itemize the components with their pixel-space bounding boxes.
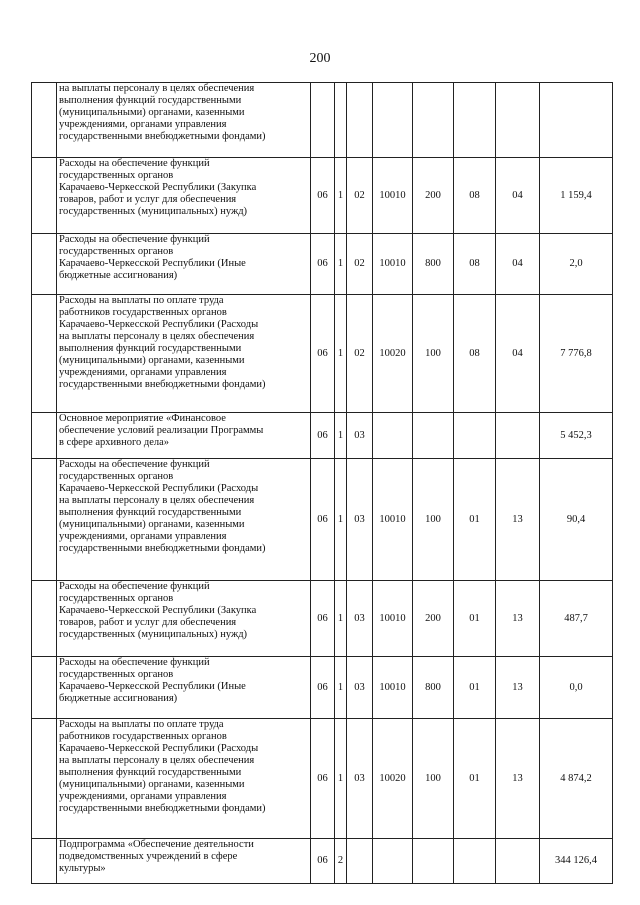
indent-cell — [32, 234, 57, 295]
code-cell: 100 — [413, 459, 454, 581]
row-description: Расходы на выплаты по оплате труда работников государственных органов Карачаево-Черкесской Республики (Расходы на выплаты персоналу в целях обеспечения выполнения функций государственными (муниципальными) органами, казенными учреждениями, органами управления государственными внебюджетными фондами) — [57, 719, 311, 839]
code-cell: 200 — [413, 581, 454, 657]
amount-cell: 487,7 — [540, 581, 613, 657]
row-description: Подпрограмма «Обеспечение деятельности подведомственных учреждений в сфере культуры» — [57, 839, 311, 884]
indent-cell — [32, 413, 57, 459]
code-cell: 1 — [335, 158, 347, 234]
code-cell — [454, 839, 496, 884]
code-cell: 06 — [311, 234, 335, 295]
code-cell: 08 — [454, 158, 496, 234]
code-cell: 08 — [454, 295, 496, 413]
code-cell — [413, 839, 454, 884]
code-cell — [454, 413, 496, 459]
indent-cell — [32, 459, 57, 581]
table-row — [32, 657, 613, 719]
amount-cell: 7 776,8 — [540, 295, 613, 413]
code-cell — [496, 83, 540, 158]
code-cell: 13 — [496, 459, 540, 581]
amount-cell — [540, 83, 613, 158]
indent-cell — [32, 657, 57, 719]
code-cell: 800 — [413, 657, 454, 719]
table-row — [32, 234, 613, 295]
amount-cell: 2,0 — [540, 234, 613, 295]
row-description: Расходы на обеспечение функций государственных органов Карачаево-Черкесской Республики (Расходы на выплаты персоналу в целях обеспечения выполнения функций государственными (муниципальными) органами, казенными учреждениями, органами управления государственными внебюджетными фондами) — [57, 459, 311, 581]
code-cell: 06 — [311, 839, 335, 884]
code-cell: 1 — [335, 719, 347, 839]
code-cell: 02 — [347, 295, 373, 413]
code-cell: 13 — [496, 719, 540, 839]
code-cell: 01 — [454, 459, 496, 581]
code-cell: 10010 — [373, 234, 413, 295]
code-cell: 2 — [335, 839, 347, 884]
code-cell: 02 — [347, 158, 373, 234]
code-cell: 1 — [335, 295, 347, 413]
code-cell: 01 — [454, 719, 496, 839]
row-description: на выплаты персоналу в целях обеспечения выполнения функций государственными (муниципальными) органами, казенными учреждениями, органами управления государственными внебюджетными фондами) — [57, 83, 311, 158]
code-cell — [347, 83, 373, 158]
table-row — [32, 158, 613, 234]
code-cell: 06 — [311, 459, 335, 581]
code-cell: 13 — [496, 581, 540, 657]
code-cell: 03 — [347, 459, 373, 581]
code-cell: 100 — [413, 295, 454, 413]
code-cell: 03 — [347, 413, 373, 459]
code-cell: 10010 — [373, 581, 413, 657]
amount-cell: 1 159,4 — [540, 158, 613, 234]
code-cell: 04 — [496, 295, 540, 413]
code-cell: 1 — [335, 413, 347, 459]
table-row — [32, 295, 613, 413]
row-description: Расходы на обеспечение функций государственных органов Карачаево-Черкесской Республики (Иные бюджетные ассигнования) — [57, 657, 311, 719]
code-cell: 10010 — [373, 459, 413, 581]
row-description: Расходы на выплаты по оплате труда работников государственных органов Карачаево-Черкесской Республики (Расходы на выплаты персоналу в целях обеспечения выполнения функций государственными (муниципальными) органами, казенными учреждениями, органами управления государственными внебюджетными фондами) — [57, 295, 311, 413]
row-description: Основное мероприятие «Финансовое обеспечение условий реализации Программы в сфере архивного дела» — [57, 413, 311, 459]
code-cell: 08 — [454, 234, 496, 295]
code-cell — [496, 839, 540, 884]
indent-cell — [32, 83, 57, 158]
code-cell: 01 — [454, 657, 496, 719]
indent-cell — [32, 581, 57, 657]
code-cell — [454, 83, 496, 158]
amount-cell: 90,4 — [540, 459, 613, 581]
code-cell — [413, 413, 454, 459]
code-cell — [335, 83, 347, 158]
code-cell: 100 — [413, 719, 454, 839]
row-description: Расходы на обеспечение функций государственных органов Карачаево-Черкесской Республики (Закупка товаров, работ и услуг для обеспечения государственных (муниципальных) нужд) — [57, 158, 311, 234]
code-cell: 04 — [496, 234, 540, 295]
code-cell: 1 — [335, 657, 347, 719]
code-cell: 10020 — [373, 295, 413, 413]
code-cell — [496, 413, 540, 459]
row-description: Расходы на обеспечение функций государственных органов Карачаево-Черкесской Республики (Иные бюджетные ассигнования) — [57, 234, 311, 295]
code-cell: 03 — [347, 581, 373, 657]
code-cell: 10010 — [373, 657, 413, 719]
table-row — [32, 83, 613, 158]
code-cell: 200 — [413, 158, 454, 234]
code-cell: 1 — [335, 234, 347, 295]
amount-cell: 4 874,2 — [540, 719, 613, 839]
budget-table — [31, 82, 613, 884]
indent-cell — [32, 295, 57, 413]
row-description: Расходы на обеспечение функций государственных органов Карачаево-Черкесской Республики (Закупка товаров, работ и услуг для обеспечения государственных (муниципальных) нужд) — [57, 581, 311, 657]
indent-cell — [32, 158, 57, 234]
code-cell: 01 — [454, 581, 496, 657]
indent-cell — [32, 719, 57, 839]
table-row — [32, 581, 613, 657]
code-cell: 10010 — [373, 158, 413, 234]
code-cell: 03 — [347, 657, 373, 719]
code-cell: 04 — [496, 158, 540, 234]
code-cell: 06 — [311, 657, 335, 719]
code-cell: 03 — [347, 719, 373, 839]
code-cell — [311, 83, 335, 158]
code-cell: 06 — [311, 158, 335, 234]
amount-cell: 5 452,3 — [540, 413, 613, 459]
code-cell: 06 — [311, 413, 335, 459]
table-row — [32, 459, 613, 581]
indent-cell — [32, 839, 57, 884]
code-cell: 06 — [311, 719, 335, 839]
code-cell: 06 — [311, 581, 335, 657]
table-row — [32, 839, 613, 884]
code-cell: 06 — [311, 295, 335, 413]
code-cell — [373, 839, 413, 884]
amount-cell: 0,0 — [540, 657, 613, 719]
code-cell — [413, 83, 454, 158]
code-cell — [373, 413, 413, 459]
code-cell: 10020 — [373, 719, 413, 839]
code-cell — [347, 839, 373, 884]
code-cell: 13 — [496, 657, 540, 719]
page-number: 200 — [309, 51, 331, 66]
amount-cell: 344 126,4 — [540, 839, 613, 884]
table-row — [32, 719, 613, 839]
code-cell: 800 — [413, 234, 454, 295]
code-cell — [373, 83, 413, 158]
code-cell: 1 — [335, 581, 347, 657]
code-cell: 1 — [335, 459, 347, 581]
table-row — [32, 413, 613, 459]
code-cell: 02 — [347, 234, 373, 295]
